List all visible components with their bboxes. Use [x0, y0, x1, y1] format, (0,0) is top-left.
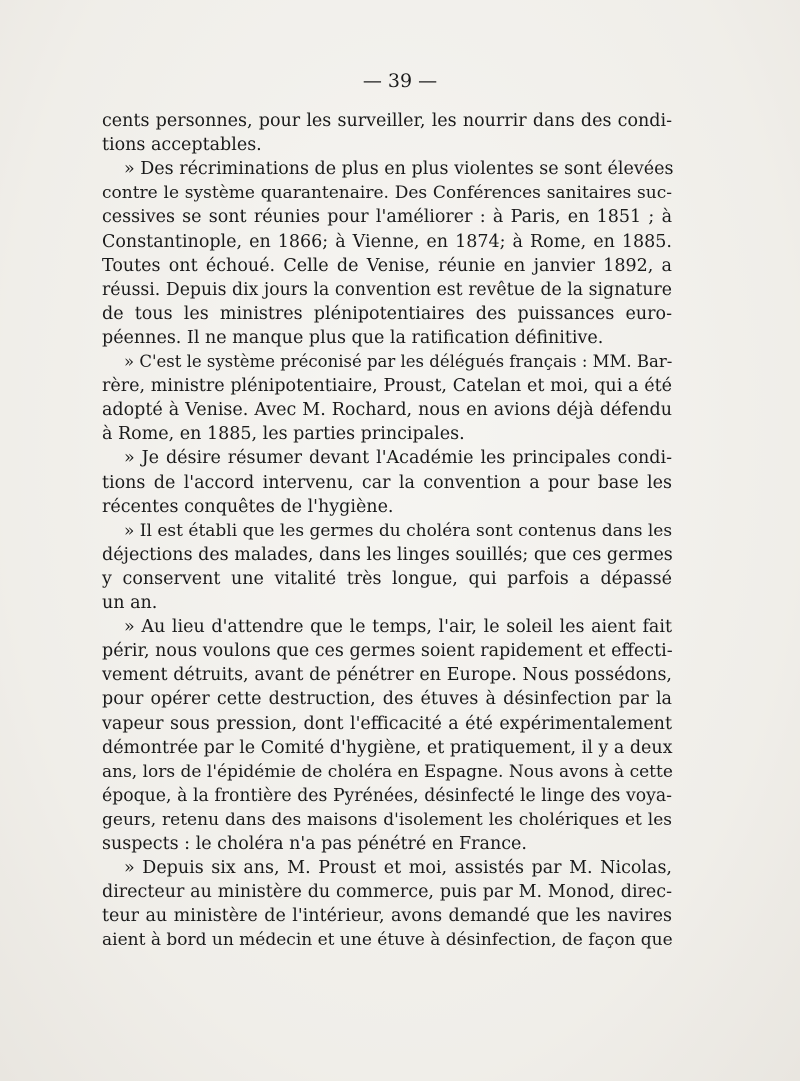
text-line: teur au ministère de l'intérieur, avons demandé que les navires [102, 906, 672, 927]
text-line: pour opérer cette destruction, des étuves à désinfection par la [102, 689, 672, 710]
text-line: récentes conquêtes de l'hygiène. [102, 496, 394, 517]
page-number: — 39 — [362, 70, 438, 92]
text-line: cents personnes, pour les surveiller, les nourrir dans des condi- [102, 111, 672, 131]
text-line: Constantinople, en 1866; à Vienne, en 1874; à Rome, en 1885. [102, 231, 672, 252]
text-line: tions de l'accord intervenu, car la convention a pour base les [102, 472, 672, 493]
text-line: Toutes ont échoué. Celle de Venise, réunie en janvier 1892, a [102, 255, 672, 276]
text-line: vement détruits, avant de pénétrer en Europe. Nous possédons, [102, 665, 672, 686]
text-line: rère, ministre plénipotentiaire, Proust, Catelan et moi, qui a été [102, 376, 672, 397]
text-line: » Au lieu d'attendre que le temps, l'air, le soleil les aient fait [124, 617, 672, 638]
text-line: » C'est le système préconisé par les délégués français : MM. Bar- [124, 352, 673, 371]
text-line: adopté à Venise. Avec M. Rochard, nous en avions déjà défendu [102, 400, 672, 421]
text-line: péennes. Il ne manque plus que la ratification définitive. [102, 327, 604, 348]
text-line: » Des récriminations de plus en plus violentes se sont élevées [124, 159, 674, 180]
text-line: » Depuis six ans, M. Proust et moi, assistés par M. Nicolas, [124, 858, 672, 879]
text-line: contre le système quarantenaire. Des Conférences sanitaires suc- [102, 183, 672, 204]
text-line: directeur au ministère du commerce, puis par M. Monod, direc- [102, 882, 672, 903]
text-line: y conservent une vitalité très longue, qui parfois a dépassé [102, 568, 672, 589]
text-line: déjections des malades, dans les linges souillés; que ces germes [102, 544, 673, 565]
text-line: » Il est établi que les germes du choléra sont contenus dans les [124, 520, 673, 541]
text-line: tions acceptables. [102, 135, 262, 156]
text-line: geurs, retenu dans des maisons d'isolement les cholériques et les [102, 809, 672, 830]
text-line: ans, lors de l'épidémie de choléra en Espagne. Nous avons à cette [102, 761, 673, 782]
text-line: suspects : le choléra n'a pas pénétré en France. [102, 834, 527, 854]
text-line: périr, nous voulons que ces germes soient rapidement et effecti- [102, 641, 673, 662]
text-line: de tous les ministres plénipotentiaires des puissances euro- [102, 303, 672, 324]
text-line: démontrée par le Comité d'hygiène, et pratiquement, il y a deux [102, 737, 673, 758]
text-line: cessives se sont réunies pour l'améliorer : à Paris, en 1851 ; à [102, 207, 672, 228]
text-line: » Je désire résumer devant l'Académie les principales condi- [124, 448, 672, 469]
text-line: un an. [102, 593, 158, 613]
text-line: époque, à la frontière des Pyrénées, désinfecté le linge des voya- [102, 785, 672, 806]
text-line: vapeur sous pression, dont l'efficacité a été expérimentalement [102, 713, 672, 734]
text-line: à Rome, en 1885, les parties principales. [102, 424, 465, 445]
text-line: réussi. Depuis dix jours la convention est revêtue de la signature [102, 279, 672, 300]
text-line: aient à bord un médecin et une étuve à désinfection, de façon que [102, 930, 673, 951]
